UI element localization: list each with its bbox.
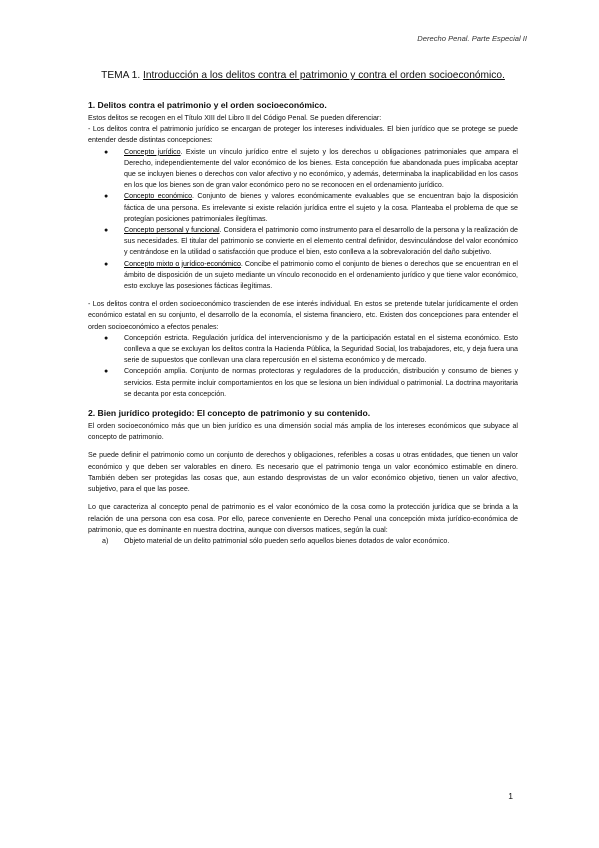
section-2-paragraph-1: El orden socioeconómico más que un bien jurídico es una dimensión social más amplia de los intereses económicos que subyace al concepto de patrimonio.	[88, 422, 518, 442]
item-text: Concepción amplia. Conjunto de normas protectoras y reguladores de la producción, distribución y consumo de bienes y servicios. Esta permite incluir comportamientos en los que se lesiona un bien individual o patrimonial. La doctrina mayoritaria se decanta por esta concepción.	[124, 367, 518, 398]
bullet-icon: ●	[104, 193, 109, 201]
section-2-heading: 2. Bien jurídico protegido: El concepto de patrimonio y su contenido.	[88, 408, 371, 419]
term-label: Concepto económico	[124, 192, 193, 201]
bullet-icon: ●	[104, 227, 109, 235]
section-1-patrimonio-paragraph: - Los delitos contra el patrimonio jurídico se encargan de proteger los intereses individuales. El bien jurídico que se protege se puede entender desde distintas concepciones:	[88, 125, 518, 145]
term-label: Concepto mixto o jurídico-económico	[124, 259, 241, 268]
list-item	[104, 225, 518, 259]
list-item	[104, 191, 518, 225]
section-2-lettered-list	[88, 536, 518, 547]
list-item	[104, 147, 518, 192]
bullet-icon: ●	[104, 260, 109, 268]
list-item	[104, 366, 518, 400]
section-2-paragraph-2: Se puede definir el patrimonio como un conjunto de derechos y obligaciones, referibles a cosas u otras entidades, que tienen un valor económico y que deben ser valorables en dinero. Es necesario que el patrimonio tenga un valor económico estimable en dinero. También deben ser protegidas las cosas que, aun estando desprovistas de un valor económico objetivo, tienen un valor afectivo, subjetivo, para el que las posee.	[88, 451, 518, 494]
bullet-icon: ●	[104, 368, 109, 376]
list-item	[104, 259, 518, 293]
list-item	[104, 333, 518, 367]
item-text: Concepción estricta. Regulación jurídica del intervencionismo y de la participación estatal en el sistema económico. Esto conlleva a que se excluyan los delitos contra la Hacienda Pública, la Seguridad Social, los trabajadores, etc, y deja fuera una serie de supuestos que conllevan una clara repercusión en el sistema económico y de mercado.	[124, 333, 518, 365]
concepciones-list	[88, 147, 518, 293]
bullet-icon: ●	[104, 148, 109, 156]
title-number: TEMA 1.	[101, 70, 141, 81]
term-description: . Considera el patrimonio como instrumento para el desarrollo de la persona y la realización de sus necesidades. El titular del patrimonio se convierte en el elemento central definidor, desvinculándose del valor económico y centrándose en la utilidad o satisfacción que produce el bien, esto conlleva a la sobrevaloración del daño subjetivo.	[124, 226, 518, 257]
page-number: 1	[508, 791, 513, 801]
orden-concepciones-list	[88, 333, 518, 400]
list-item	[102, 536, 518, 547]
term-description: . Concibe el patrimonio como el conjunto de bienes o derechos que se encuentran en el ámbito de disposición de un sujeto mediante un vínculo reconocido en el ordenamiento jurídico y que tiene valor económico, esto excluye las posesiones fácticas ilegítimas.	[124, 259, 518, 291]
list-marker: a)	[102, 536, 109, 545]
bullet-icon: ●	[104, 334, 109, 342]
item-text: Objeto material de un delito patrimonial sólo pueden serlo aquellos bienes dotados de valor económico.	[124, 536, 450, 545]
term-label: Concepto personal y funcional	[124, 226, 220, 235]
section-2-paragraph-3: Lo que caracteriza al concepto penal de patrimonio es el valor económico de la cosa como la protección jurídica que se brinda a la relación de una persona con esa cosa. Por ello, parece conveniente en Derecho Penal una concepción mixta jurídico-económica de patrimonio, que es dominante en nuestra doctrina, aunque con diversos matices, según la cual:	[88, 503, 518, 534]
running-header: Derecho Penal. Parte Especial II	[417, 34, 527, 43]
page-title	[88, 68, 518, 83]
title-text: Introducción a los delitos contra el patrimonio y contra el orden socioeconómico.	[143, 70, 505, 81]
section-1-heading: 1. Delitos contra el patrimonio y el orden socioeconómico.	[88, 100, 327, 110]
term-label: Concepto jurídico	[124, 147, 181, 156]
term-description: . Existe un vínculo jurídico entre el sujeto y los derechos u obligaciones patrimoniales que ampara el Derecho, independientemente del valor económico de los bienes. Esta concepción fue abandonada pues implicaba aceptar que se incluyen bienes o derechos con valor afectivo y no económico, y además, determinaba la inaplicabilidad en los casos en los que los bienes son de gran valor económico pero no se reconocen en el ordenamiento jurídico.	[124, 147, 518, 190]
document-body	[88, 68, 518, 547]
term-description: . Conjunto de bienes y valores económicamente evaluables que se encuentran bajo la disposición fáctica de una persona. Es irrelevante si existe relación jurídica entre el sujeto y la cosa. Planteaba el problema de que se protegían posiciones patrimoniales ilegítimas.	[124, 192, 518, 223]
section-1-intro: Estos delitos se recogen en el Título XIII del Libro II del Código Penal. Se pueden diferenciar:	[88, 114, 382, 122]
section-1-orden-paragraph: - Los delitos contra el orden socioeconómico trascienden de ese interés individual. En estos se pretende tutelar jurídicamente el orden económico estatal en su conjunto, el desarrollo de la economía, el sistema financiero, etc. Existen dos concepciones para entender el orden socioeconómico a efectos penales:	[88, 300, 518, 331]
